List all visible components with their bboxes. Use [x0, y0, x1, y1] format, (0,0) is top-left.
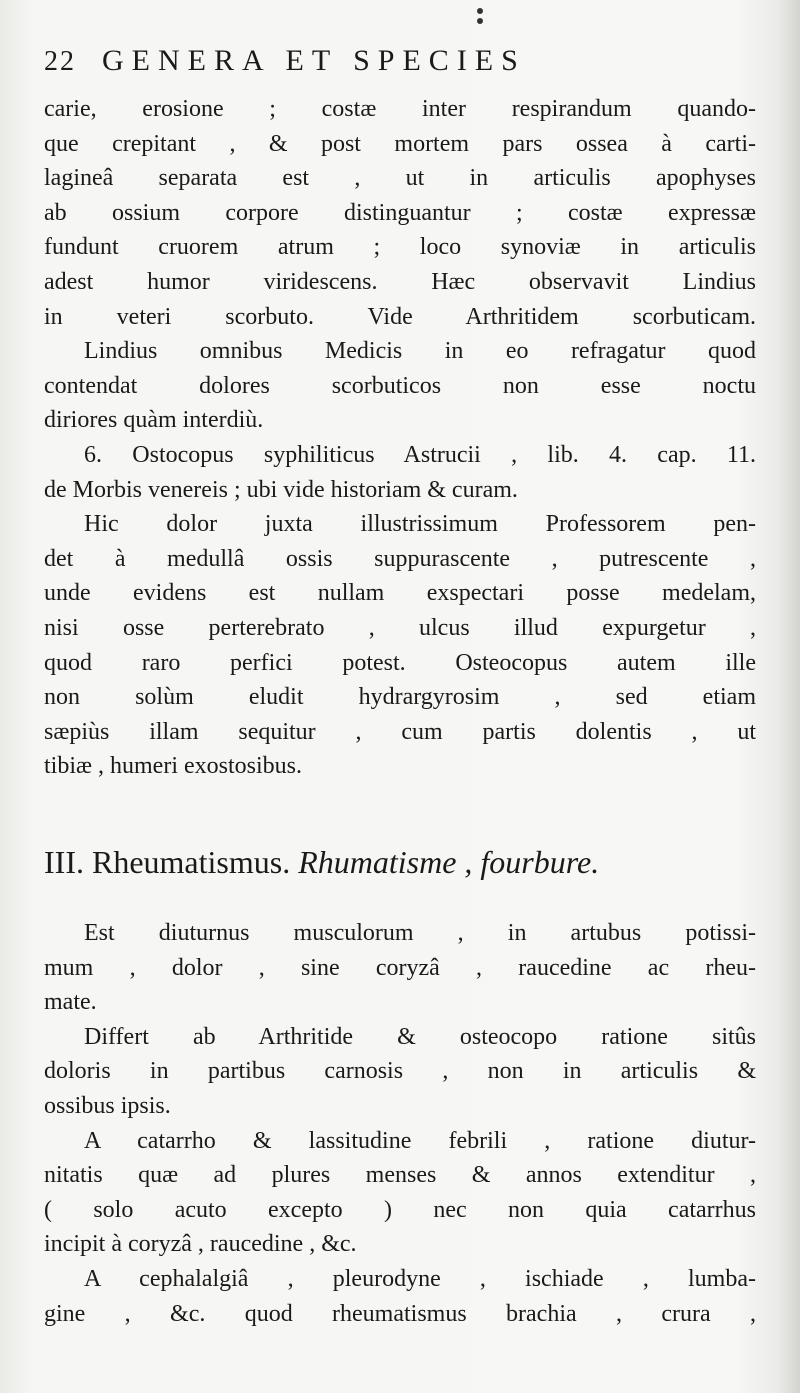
text-line: Lindius omnibus Medicis in eo refragatur quod	[84, 338, 756, 365]
running-title: GENERA ET SPECIES	[102, 44, 526, 77]
text-line: ossibus ipsis.	[44, 1092, 171, 1119]
text-line: Differt ab Arthritide & osteocopo ratione sitûs	[84, 1023, 756, 1050]
text-line: diriores quàm interdiù.	[44, 407, 264, 434]
text-line: ( solo acuto excepto ) nec non quia catarrhus	[44, 1196, 756, 1223]
text-line: mum , dolor , sine coryzâ , raucedine ac rheu-	[44, 954, 756, 981]
text-line: carie, erosione ; costæ inter respirandum quando-	[44, 96, 756, 122]
page-gutter-shadow	[778, 0, 800, 1393]
text-line: nisi osse perterebrato , ulcus illud expurgetur ,	[44, 614, 756, 641]
section-heading	[44, 838, 756, 886]
running-head	[44, 44, 744, 88]
text-line: nitatis quæ ad plures menses & annos extenditur ,	[44, 1162, 756, 1189]
text-line: gine , &c. quod rheumatismus brachia , crura ,	[44, 1300, 756, 1327]
text-line: quod raro perfici potest. Osteocopus autem ille	[44, 649, 756, 676]
text-line: in veteri scorbuto. Vide Arthritidem scorbuticam.	[44, 303, 756, 330]
text-line: que crepitant , & post mortem pars ossea à carti-	[44, 130, 756, 157]
text-line: mate.	[44, 989, 97, 1016]
text-line: Est diuturnus musculorum , in artubus potissi-	[84, 920, 756, 946]
text-line: 6. Ostocopus syphiliticus Astrucii , lib. 4. cap. 11.	[84, 441, 756, 468]
body-text-top	[44, 92, 756, 784]
page-number: 22	[44, 46, 76, 77]
body-text-bottom	[44, 916, 756, 1331]
text-line: unde evidens est nullam exspectari posse medelam,	[44, 580, 756, 607]
text-line: fundunt cruorem atrum ; loco synoviæ in articulis	[44, 234, 756, 261]
text-line: Hic dolor juxta illustrissimum Professorem pen-	[84, 511, 756, 538]
text-line: contendat dolores scorbuticos non esse noctu	[44, 372, 756, 399]
section-number: III.	[44, 844, 84, 880]
text-line: sæpiùs illam sequitur , cum partis dolentis , ut	[44, 718, 756, 745]
text-line: non solùm eludit hydrargyrosim , sed etiam	[44, 684, 756, 711]
section-french-title: Rhumatisme , fourbure.	[298, 844, 600, 880]
text-line: doloris in partibus carnosis , non in articulis &	[44, 1058, 756, 1085]
text-line: incipit à coryzâ , raucedine , &c.	[44, 1231, 357, 1258]
text-line: det à medullâ ossis suppurascente , putrescente ,	[44, 545, 756, 572]
text-line: A catarrho & lassitudine febrili , ratione diutur-	[84, 1127, 756, 1154]
section-title: Rheumatismus.	[91, 844, 291, 880]
text-line: lagineâ separata est , ut in articulis apophyses	[44, 165, 756, 192]
text-line: ab ossium corpore distinguantur ; costæ expressæ	[44, 199, 756, 226]
text-line: tibiæ , humeri exostosibus.	[44, 753, 302, 780]
text-line: A cephalalgiâ , pleurodyne , ischiade , lumba-	[84, 1265, 756, 1292]
text-line: de Morbis venereis ; ubi vide historiam & curam.	[44, 476, 518, 503]
text-line: adest humor viridescens. Hæc observavit Lindius	[44, 268, 756, 295]
